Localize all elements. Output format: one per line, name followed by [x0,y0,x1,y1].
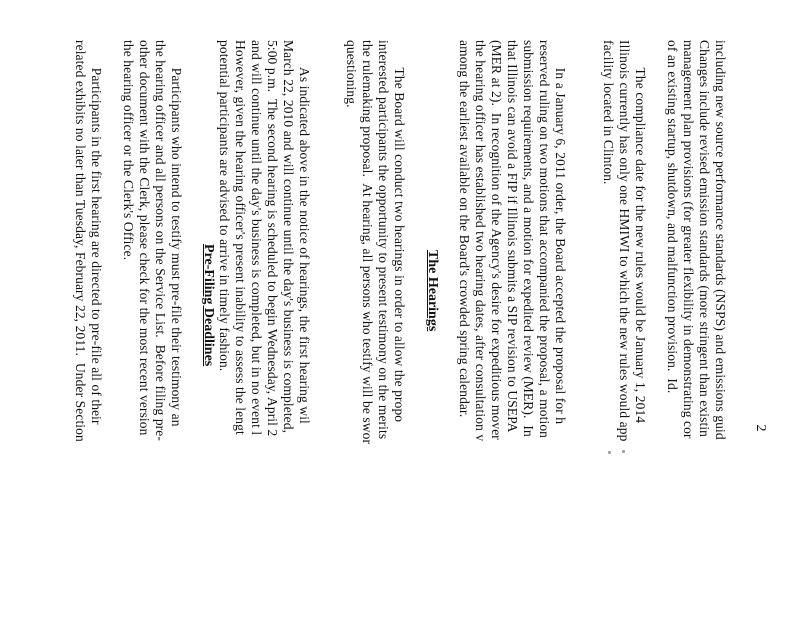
paragraph-line: facility located in Clinton. [601,40,616,185]
paragraph-line: the hearing officer or the Clerk's Office. [121,40,136,261]
paragraph-line: potential participants are advised to arrive in timely fashion. [217,40,232,372]
paragraph-line: related exhibits no later than Tuesday, February 22, 2011. Under Section [73,40,88,442]
paragraph-line: March 22, 2010 and will continue until the day's business is completed, [281,40,296,434]
paragraph-line: management plan provisions (for greater flexibility in demonstrating cor [681,40,696,439]
paragraph-line: of an existing startup, shutdown, and malfunction provision. Id. [665,40,680,394]
paragraph-line: The compliance date for the new rules would be January 1, 2014 [633,40,648,424]
paragraph-line: Participants who intend to testify must pre-file their testimony an [169,40,184,427]
paragraph-line: However, given the hearing officer's present inability to assess the lengt [233,40,248,435]
paragraph-line: As indicated above in the notice of hearings, the first hearing wil [297,40,312,424]
paragraph-line: that Illinois can avoid a FIP if Illinois submits a SIP revision to USEPA [505,40,520,433]
paragraph-line: The Board will conduct two hearings in order to allow the propo [392,40,407,423]
page-number: 2 [753,424,768,432]
paragraph-line: other document with the Clerk, please check for the most recent version [137,40,152,436]
document-page [73,0,800,618]
section-heading: The Hearings [425,250,440,332]
paragraph-line: the hearing officer has established two hearing dates, after consultation v [473,40,488,442]
paragraph-line: submission requirements, and a motion for expedited review (MER). In [521,40,536,437]
paragraph-line: (MER at 2). In recognition of the Agency's desire for expeditious mover [489,40,504,440]
paragraph-line: among the earliest available on the Board's crowded spring calendar. [457,40,472,418]
paragraph-line: including new source performance standards (NSPS) and emissions guid [713,40,728,440]
paragraph-line: reserved ruling on two motions that accompanied the proposal, a motion [537,40,552,439]
paragraph-line: interested participants the opportunity to present testimony on the merits [376,40,391,440]
paragraph-line: Changes include revised emission standards (more stringent than existin [697,40,712,438]
paragraph-line: and will continue until the day's business is completed, but in no event l [249,40,264,436]
paragraph-line: 5:00 p.m. The second hearing is scheduled to begin Wednesday, April 2 [265,40,280,437]
paragraph-line: Participants in the first hearing are directed to pre-file all of their [89,40,104,425]
rotated-page [73,0,800,618]
paragraph-line: In a January 6, 2011 order, the Board accepted the proposal for h [553,40,568,425]
section-heading: Pre-Filing Deadlines [201,244,216,367]
paragraph-line: the hearing officer and all persons on the Service List. Before filing pre- [153,40,168,441]
paragraph-line: questioning. [344,40,359,108]
paragraph-line: the rulemaking proposal. At hearing, all persons who testify will be swor [360,40,375,445]
paragraph-line: Illinois currently has only one HMIWI to which the new rules would app [617,40,632,442]
